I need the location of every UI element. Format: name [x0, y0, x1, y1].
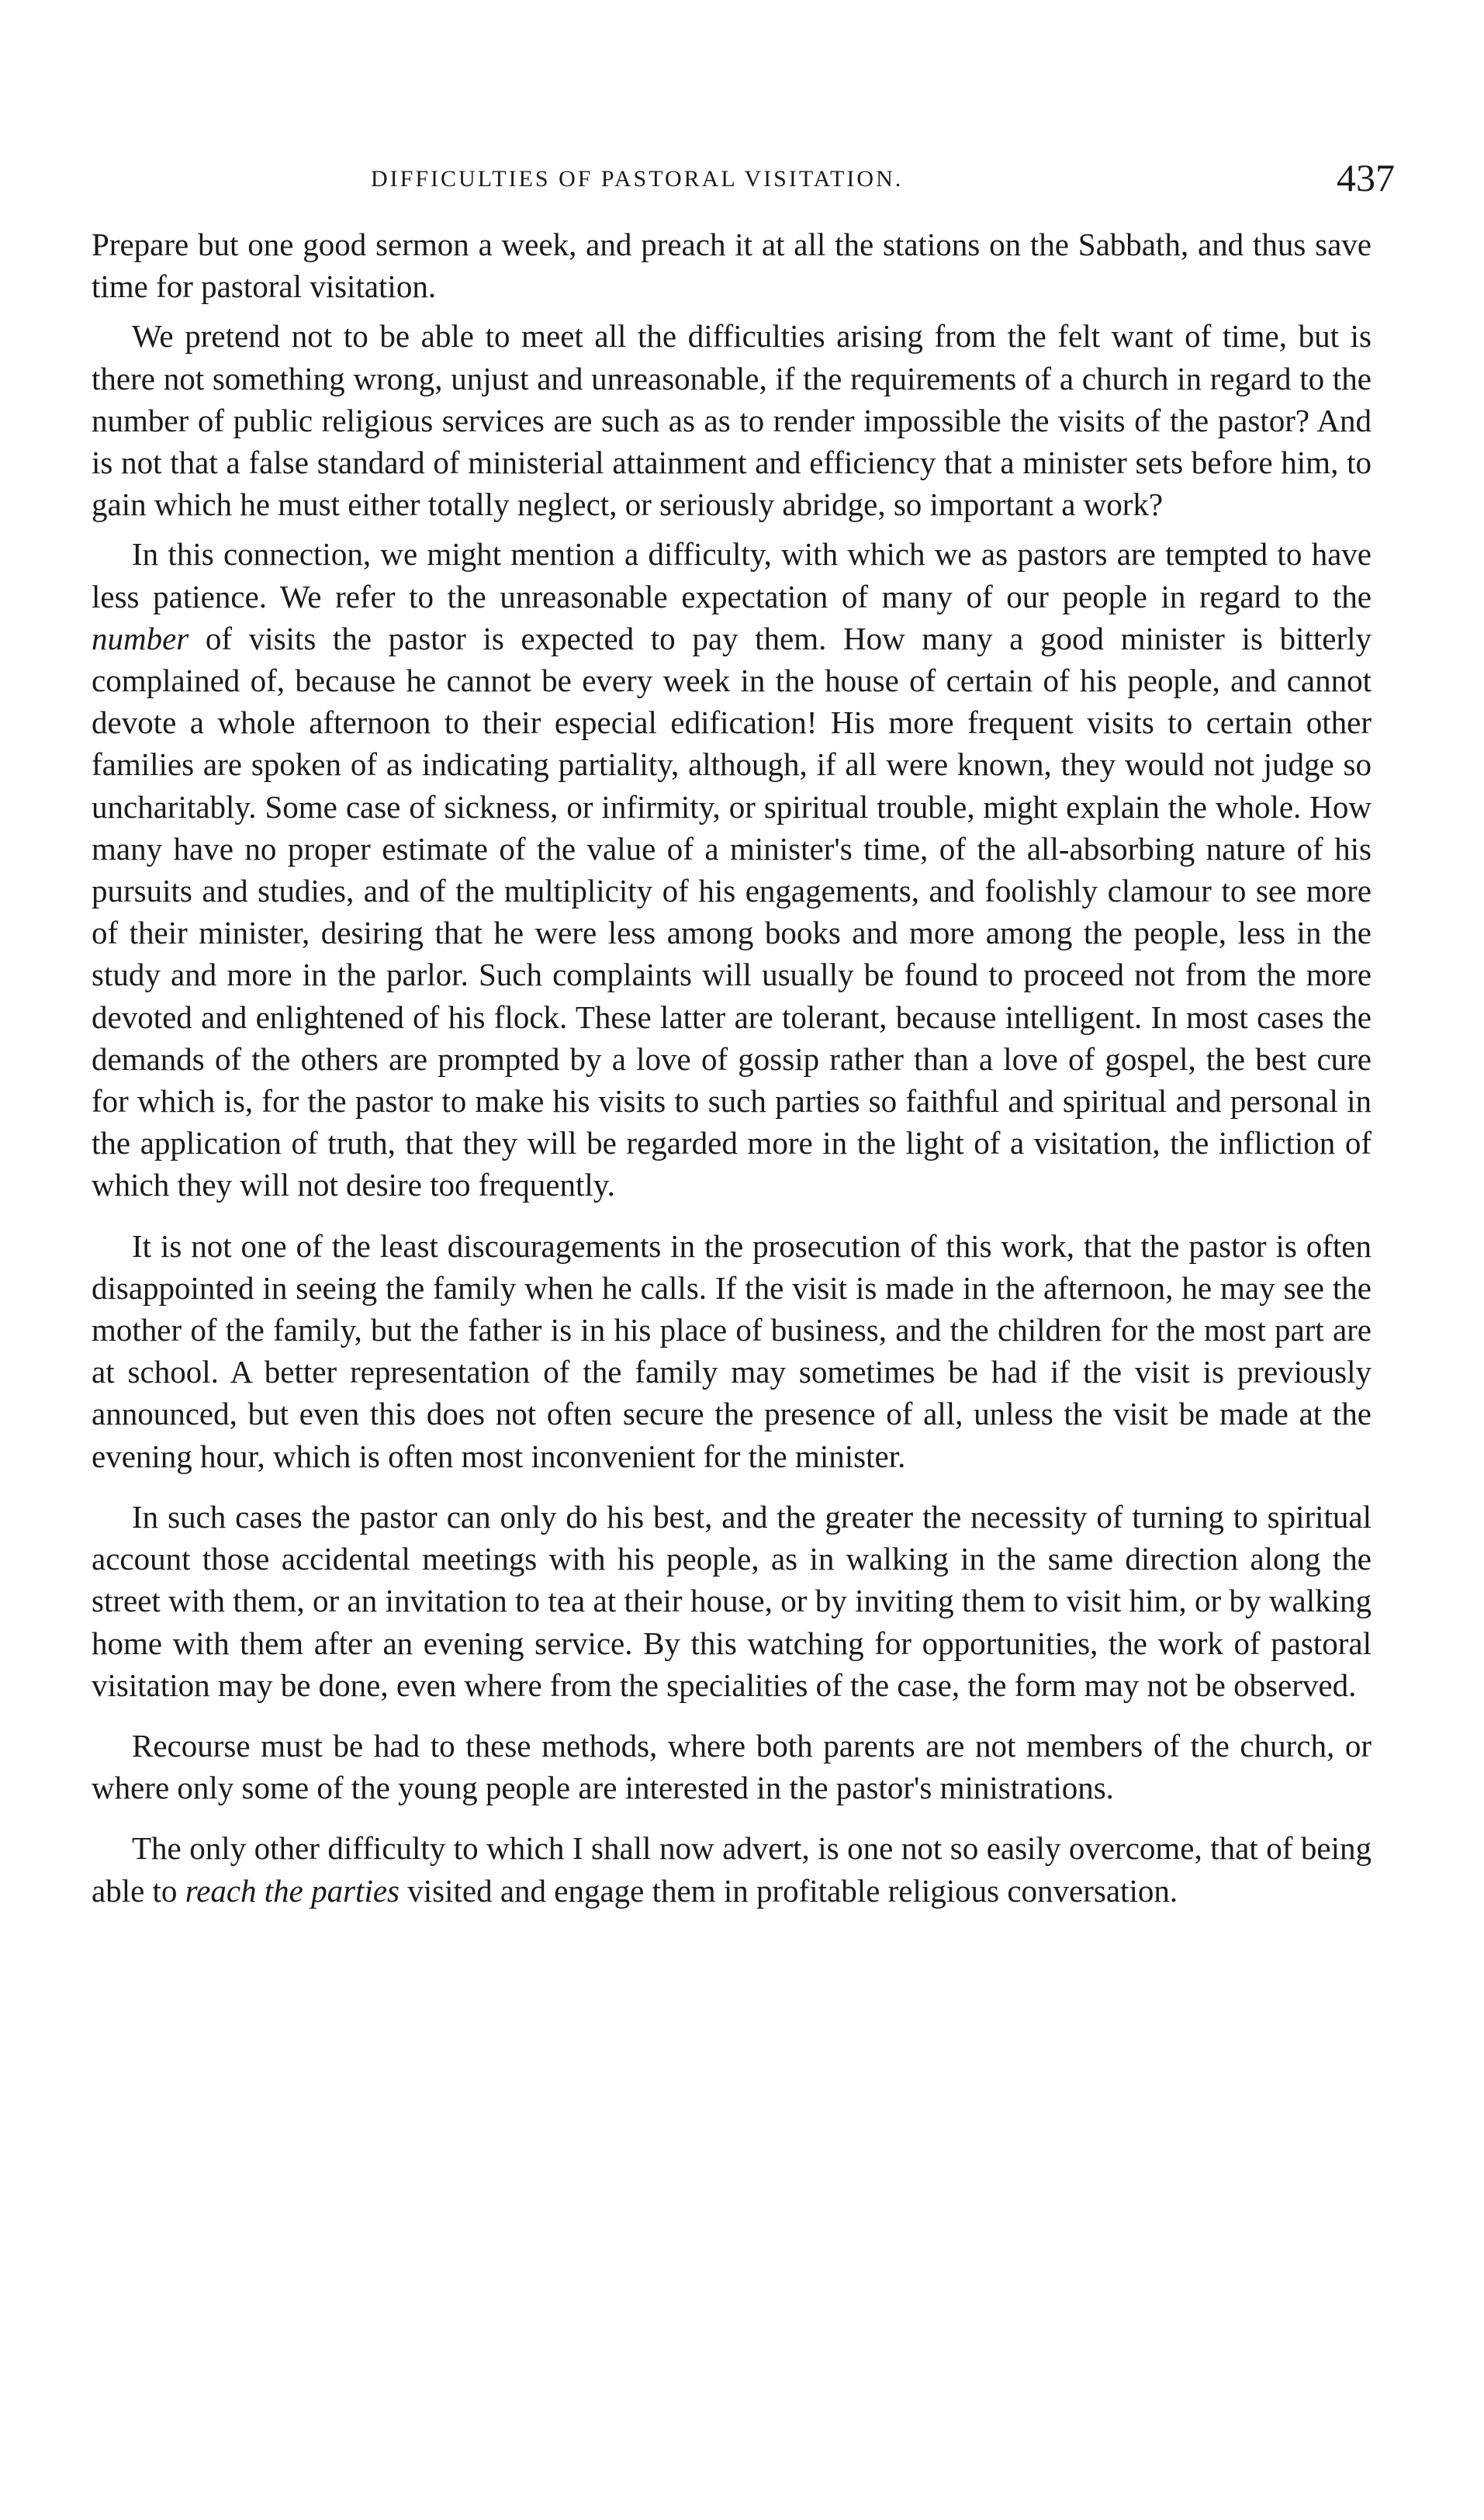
body-text	[92, 223, 1372, 1912]
paragraph-text: It is not one of the least discouragements in the prosecution of this work, that the pastor is often disappointed in seeing the family when he calls. If the visit is made in the afternoon, he may see the mother of the family, but the father is in his place of business, and the children for the most part are at school. A better representation of the family may sometimes be had if the visit is previously announced, but even this does not often secure the presence of all, unless the visit be made at the evening hour, which is often most inconvenient for the minister.	[92, 1227, 1372, 1474]
emphasis-text: reach the parties	[185, 1872, 400, 1909]
paragraph-text: Recourse must be had to these methods, where both parents are not members of the church, or where only some of the young people are interested in the pastor's ministrations.	[92, 1727, 1372, 1806]
paragraph	[92, 223, 1372, 307]
paragraph-text: The only other difficulty to which I shall now advert, is one not so easily overcome, that of being able to	[92, 1830, 1372, 1909]
paragraph-text: In this connection, we might mention a difficulty, with which we as pastors are tempted to have less patience. We refer to the unreasonable expectation of many of our people in regard to the	[92, 536, 1372, 614]
paragraph	[92, 1725, 1372, 1809]
paragraph-text: visited and engage them in profitable religious conversation.	[400, 1872, 1178, 1909]
paragraph	[92, 533, 1372, 1206]
running-head	[92, 155, 1395, 209]
running-title: DIFFICULTIES OF PASTORAL VISITATION.	[371, 166, 904, 192]
paragraph-text: Prepare but one good sermon a week, and preach it at all the stations on the Sabbath, and thus save time for pastoral visitation.	[92, 227, 1372, 305]
paragraph-text: of visits the pastor is expected to pay them. How many a good minister is bitterly complained of, because he cannot be every week in the house of certain of his people, and cannot devote a whole afternoon to their especial edification! His more frequent visits to certain other families are spoken of as indicating partiality, although, if all were known, they would not judge so uncharitably. Some case of sickness, or infirmity, or spiritual trouble, might explain the whole. How many have no proper estimate of the value of a minister's time, of the all-absorbing nature of his pursuits and studies, and of the multiplicity of his engagements, and foolishly clamour to see more of their minister, desiring that he were less among books and more among the people, less in the study and more in the parlor. Such complaints will usually be found to proceed not from the more devoted and enlightened of his flock. These latter are tolerant, because intelligent. In most cases the demands of the others are prompted by a love of gossip rather than a love of gospel, the best cure for which is, for the pastor to make his visits to such parties so faithful and spiritual and personal in the application of truth, that they will be regarded more in the light of a visitation, the infliction of which they will not desire too frequently.	[92, 620, 1372, 1203]
paragraph	[92, 1496, 1372, 1706]
paragraph	[92, 1827, 1372, 1911]
book-page	[92, 155, 1395, 1919]
paragraph-text: In such cases the pastor can only do his best, and the greater the necessity of turning to spiritual account those accidental meetings with his people, as in walking in the same direction along the street with them, or an invitation to tea at their house, or by inviting them to visit him, or by walking home with them after an evening service. By this watching for opportunities, the work of pastoral visitation may be done, even where from the specialities of the case, the form may not be observed.	[92, 1498, 1372, 1703]
paragraph	[92, 1225, 1372, 1477]
page-number: 437	[1337, 156, 1395, 199]
paragraph-text: We pretend not to be able to meet all the difficulties arising from the felt want of time, but is there not something wrong, unjust and unreasonable, if the requirements of a church in regard to the number of public religious services are such as as to render impossible the visits of the pastor? And is not that a false standard of ministerial attainment and efficiency that a minister sets before him, to gain which he must either totally neglect, or seriously abridge, so important a work?	[92, 318, 1372, 523]
paragraph	[92, 315, 1372, 525]
emphasis-text: number	[92, 620, 189, 656]
